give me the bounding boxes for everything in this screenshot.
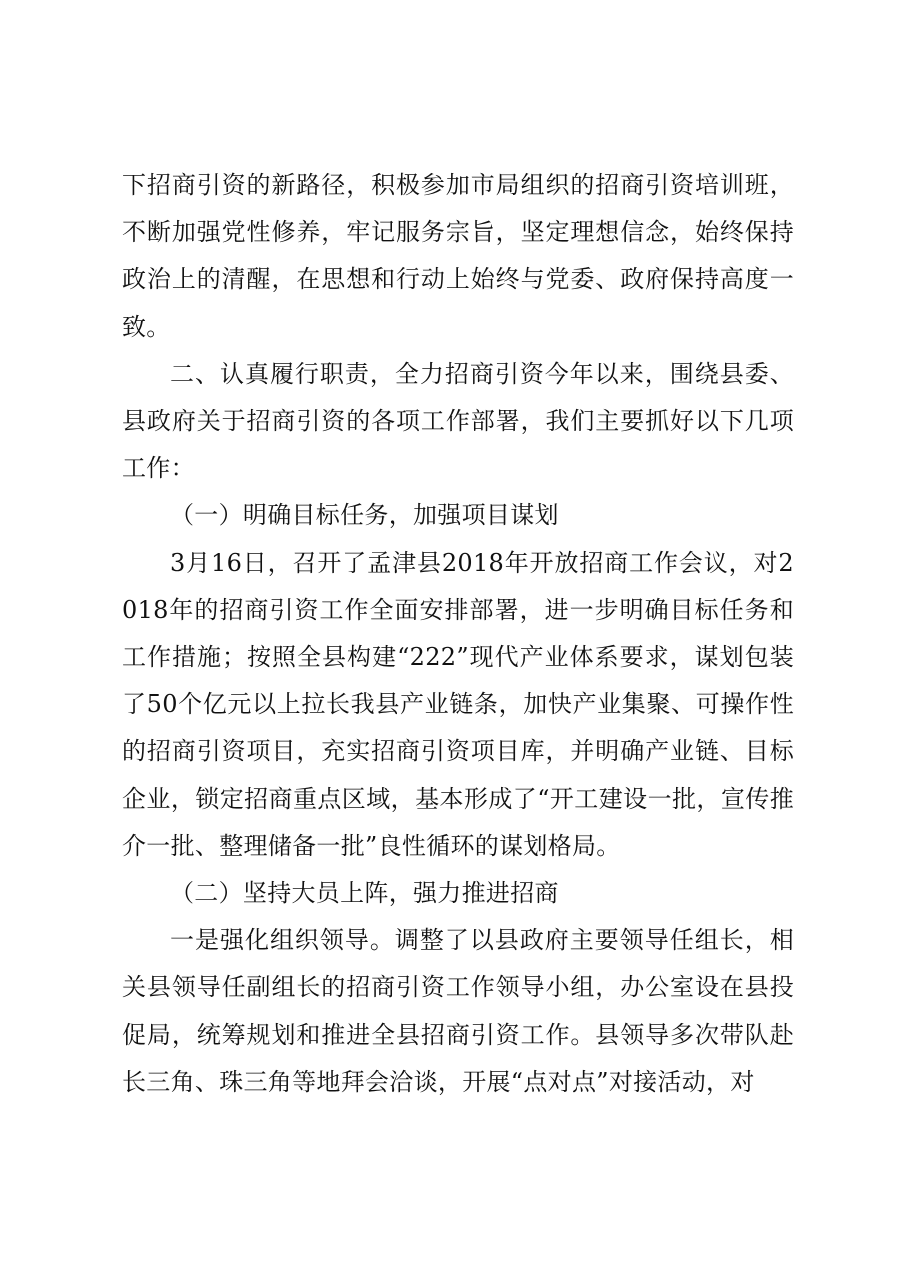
paragraph-continuation: 下招商引资的新路径，积极参加市局组织的招商引资培训班，不断加强党性修养，牢记服务宗旨，坚定理想信念，始终保持政治上的清醒，在思想和行动上始终与党委、政府保持高度一致。 [122, 171, 794, 341]
document-body [122, 162, 794, 1106]
paragraph-section-two: 二、认真履行职责，全力招商引资今年以来，围绕县委、县政府关于招商引资的各项工作部署，我们主要抓好以下几项工作： [122, 359, 794, 483]
paragraph-body-one: 3月16日，召开了孟津县2018年开放招商工作会议，对2018年的招商引资工作全面安排部署，进一步明确目标任务和工作措施；按照全县构建“222”现代产业体系要求，谋划包装了50个亿元以上拉长我县产业链条，加快产业集聚、可操作性的招商引资项目，充实招商引资项目库，并明确产业链、目标企业，锁定招商重点区域，基本形成了“开工建设一批，宣传推介一批、整理储备一批”良性循环的谋划格局。 [122, 548, 794, 860]
subheading-two: （二）坚持大员上阵，强力推进招商 [170, 879, 559, 908]
subheading-one: （一）明确目标任务，加强项目谋划 [170, 501, 559, 530]
paragraph-body-two: 一是强化组织领导。调整了以县政府主要领导任组长，相关县领导任副组长的招商引资工作领导小组，办公室设在县投促局，统筹规划和推进全县招商引资工作。县领导多次带队赴长三角、珠三角等地拜会洽谈，开展“点对点”对接活动，对 [122, 926, 794, 1096]
